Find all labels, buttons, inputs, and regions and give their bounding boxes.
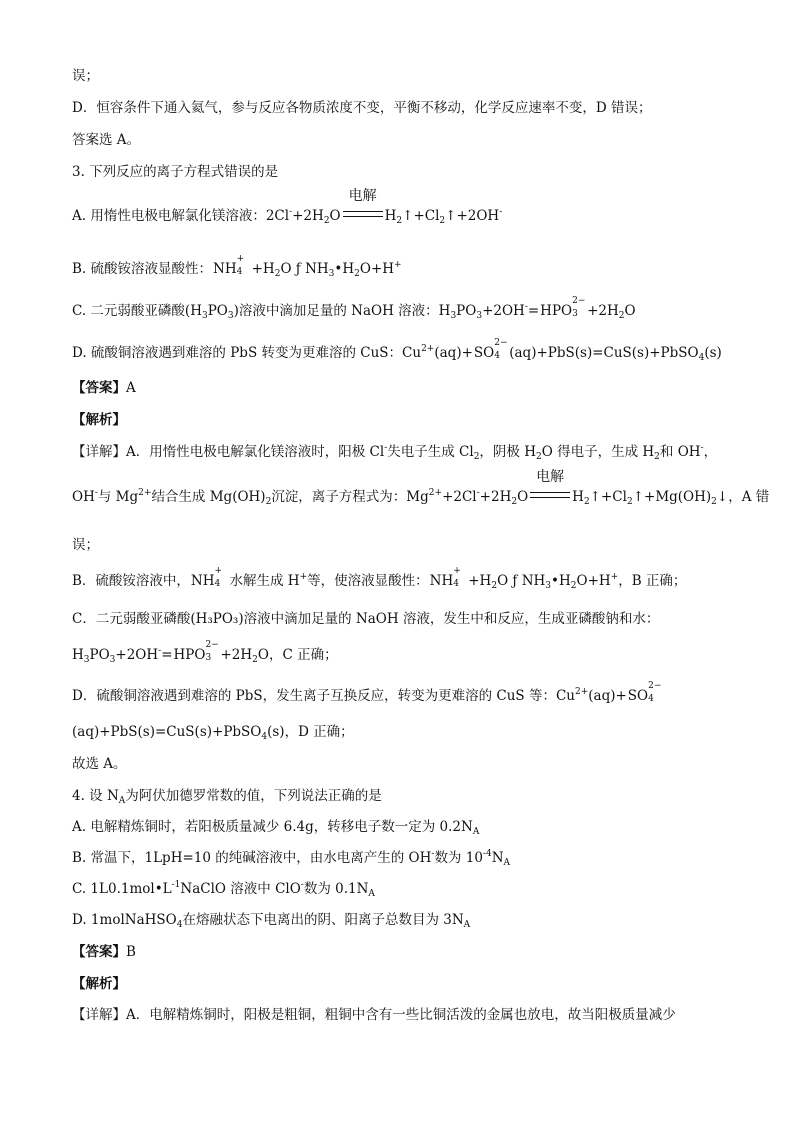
electrolysis-condition: 电解 (530, 487, 570, 507)
question-3-option-a: A. 用惰性电极电解氯化镁溶液：$2Cl^-+2H_2O$ 电解 $H_2↑+Cl_2↑+2OH^-$ (72, 188, 503, 226)
text-line: 误； (72, 68, 99, 84)
explanation-line: 【详解】A．电解精炼铜时，阳极是粗铜，粗铜中含有一些比铜活泼的金属也放电，故当阳极质量减少 (72, 1007, 676, 1023)
ammonium-ion: NH + 4 (213, 254, 245, 277)
analysis-heading: 【解析】 (72, 976, 126, 992)
explanation-line: OH-与 $Mg^{2+}$结合生成 $Mg(OH)_2$沉淀，离子方程式为：$Mg^{2+}+2Cl^-+2H_2O$ 电解 $H_2↑+Cl_2↑+Mg(OH)_2↓$，A 错 (72, 469, 770, 507)
question-4-option-a: A. 电解精炼铜时，若阳极质量减少 6.4g，转移电子数一定为 $0.2N_A$ (72, 819, 480, 837)
text-line: 答案选 A。 (72, 132, 141, 148)
question-4-stem: 4. 设 $N_A$为阿伏加德罗常数的值，下列说法正确的是 (72, 788, 382, 806)
hydrogen-phosphite-ion: HPO 2− 3 (173, 640, 219, 663)
question-4-option-d: D. 1molNaHSO$_4$在熔融状态下电离出的阴、阳离子总数目为 $3N_A$ (72, 912, 471, 930)
text-line: 误； (72, 537, 99, 553)
text-line: D．恒容条件下通入氦气，参与反应各物质浓度不变，平衡不移动，化学反应速率不变，D 错误； (72, 100, 652, 116)
question-3-option-b: B. 硫酸铵溶液显酸性：NH + 4 $+H_2O$ ƒ $NH_3•H_2O+H^+$ (72, 254, 402, 279)
explanation-line: D．硫酸铜溶液遇到难溶的 PbS，发生离子互换反应，转变为更难溶的 CuS 等：$Cu^{2+}(aq)+SO$ 2− 4 (72, 681, 662, 704)
answer-line: 【答案】B (72, 944, 136, 960)
explanation-line: $H_3PO_3+2OH^-=HPO$ 2− 3 $+2H_2O$，C 正确； (72, 640, 338, 665)
question-3-stem: 3. 下列反应的离子方程式错误的是 (72, 164, 279, 180)
electrolysis-condition: 电解 (343, 206, 383, 226)
question-3-option-c: C. 二元弱酸亚磷酸$(H_3PO_3)$溶液中滴加足量的 NaOH 溶液：$H_3PO_3+2OH^-=HPO$ 2− 3 $+2H_2O$ (72, 296, 636, 321)
text-line: 故选 A。 (72, 756, 127, 772)
explanation-line: C．二元弱酸亚磷酸(H₃PO₃)溶液中滴加足量的 NaOH 溶液，发生中和反应，生成亚磷酸钠和水： (72, 611, 660, 627)
ammonium-ion: NH + 4 (429, 566, 461, 589)
hydrogen-phosphite-ion: HPO 2− 3 (540, 296, 586, 319)
question-3-option-d: D. 硫酸铜溶液遇到难溶的 PbS 转变为更难溶的 CuS：$Cu^{2+}(aq)+SO$ 2− 4 (aq)+PbS(s)=CuS(s)+PbSO$_4$(s) (72, 338, 722, 363)
explanation-line: 【详解】A．用惰性电极电解氯化镁溶液时，阳极 Cl-失电子生成 $Cl_2$，阴极 $H_2O$ 得电子，生成 $H_2$和 OH-， (72, 443, 718, 462)
question-4-option-b: B. 常温下，1LpH=10 的纯碱溶液中，由水电离产生的 OH-数为 $10^{-4}N_A$ (72, 849, 511, 868)
question-4-option-c: C. $1L0.1mol•L^{-1}NaClO$ 溶液中 ClO-数为 $0.1N_A$ (72, 880, 375, 899)
sulfate-ion: SO 2− 4 (473, 338, 508, 361)
explanation-line: (aq)+PbS(s)=CuS(s)+PbSO$_4$(s)，D 正确； (72, 724, 354, 742)
explanation-line: B．硫酸铵溶液中，NH + 4 水解生成 H+等，使溶液显酸性：NH + 4 $+H_2O$ ƒ $NH_3•H_2O+H^+$，B 正确； (72, 566, 687, 591)
sulfate-ion: SO 2− 4 (627, 681, 662, 704)
ammonium-ion: NH + 4 (190, 566, 223, 589)
analysis-heading: 【解析】 (72, 412, 126, 428)
answer-line: 【答案】A (72, 380, 136, 396)
